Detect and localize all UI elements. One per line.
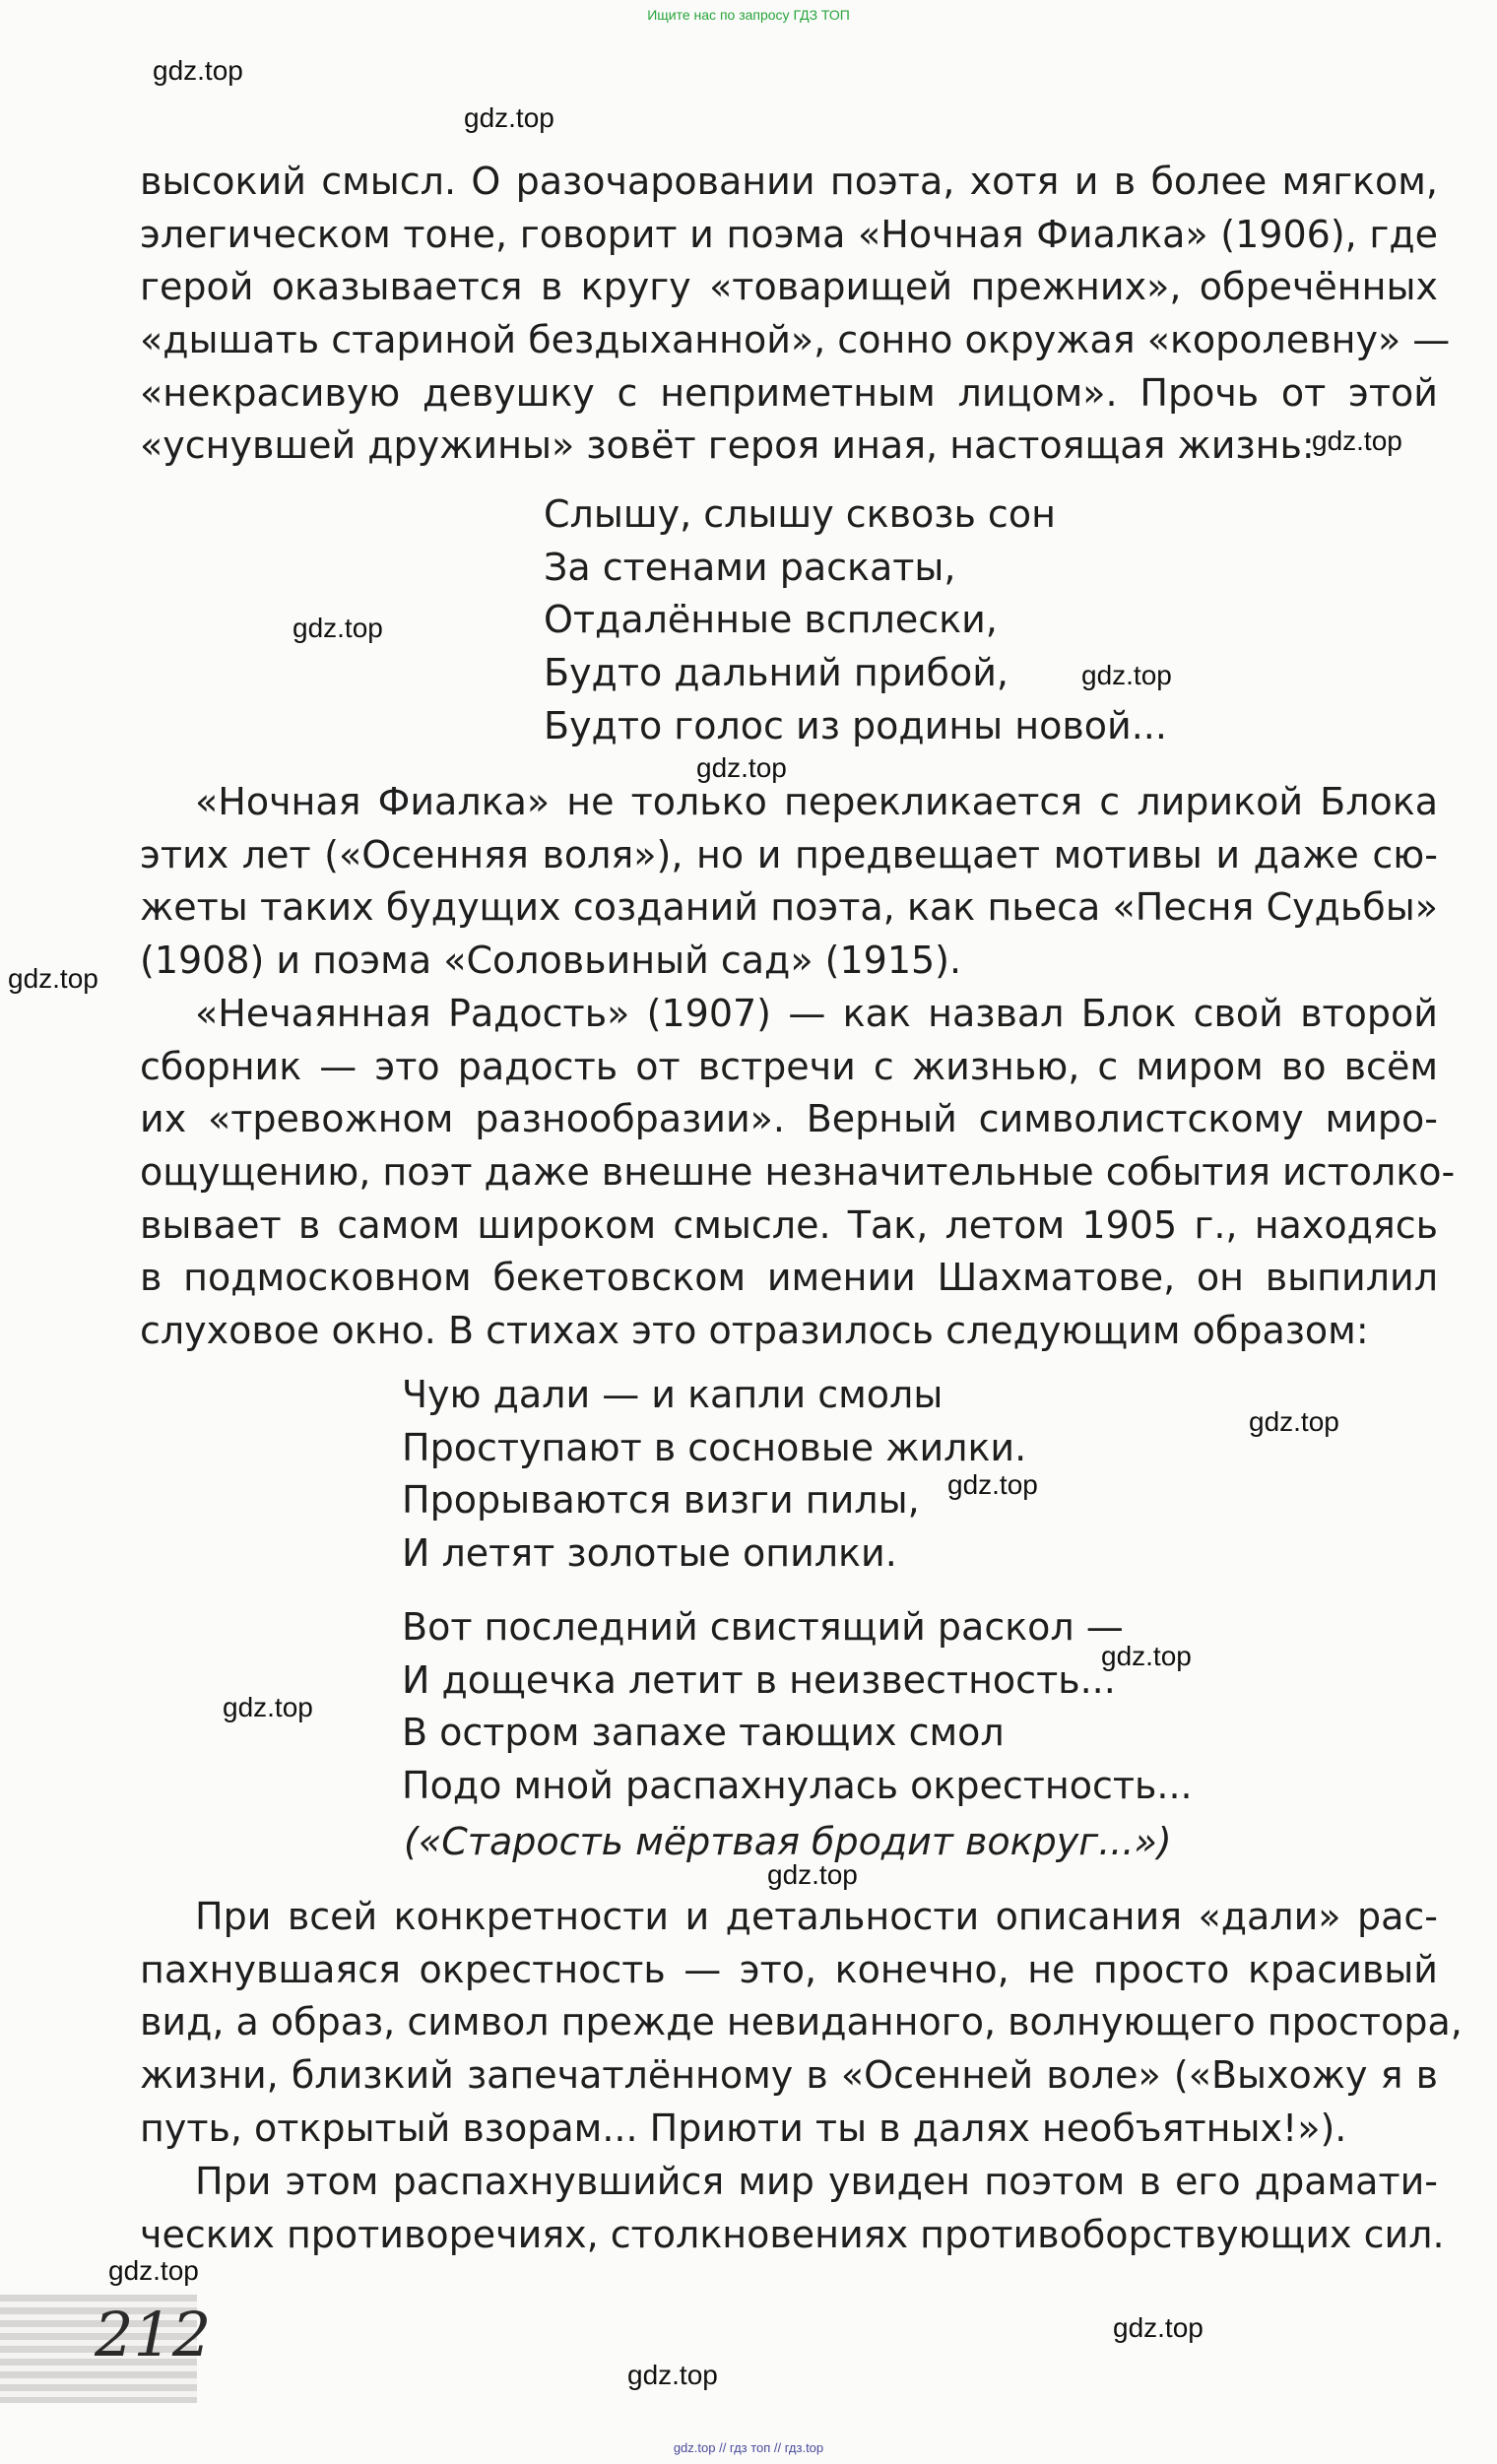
text-line: «Ночная Фиалка» не только перекликается с лирикой Блока	[195, 780, 1438, 823]
watermark: gdz.top	[696, 752, 787, 783]
verse-line: И летят золотые опилки.	[402, 1531, 897, 1576]
paragraph	[140, 2156, 1445, 2261]
verse-line: Прорываются визги пилы,	[402, 1478, 920, 1523]
text-line: ческих противоречиях, столкновениях противоборствующих сил.	[140, 2212, 1445, 2256]
verse-line: В остром запахе тающих смол	[402, 1711, 1005, 1755]
page-number: 212	[95, 2299, 212, 2370]
watermark: gdz.top	[1081, 660, 1172, 690]
paragraph	[140, 776, 1438, 988]
verse-line: За стенами раскаты,	[544, 545, 956, 589]
verse-line: Чую дали — и капли смолы	[402, 1373, 944, 1416]
watermark: gdz.top	[1312, 425, 1402, 456]
verse-line: Отдалённые всплески,	[544, 598, 998, 642]
text-line: в подмосковном бекетовском имении Шахматове, он выпилил	[140, 1256, 1438, 1300]
verse-line: Подо мной распахнулась окрестность...	[402, 1764, 1193, 1808]
watermark: gdz.top	[464, 102, 554, 133]
text-line: сборник — это радость от встречи с жизнью, с миром во всём	[140, 1044, 1438, 1088]
verse-line: Вот последний свистящий раскол —	[402, 1605, 1124, 1649]
paragraph	[140, 1891, 1463, 2155]
watermark: gdz.top	[1249, 1406, 1339, 1437]
text-line: При всей конкретности и детальности описания «дали» рас-	[195, 1895, 1438, 1938]
paragraph	[140, 156, 1451, 473]
watermark: gdz.top	[153, 55, 243, 86]
verse-block	[402, 1601, 1193, 1813]
watermark: gdz.top	[108, 2255, 199, 2286]
watermark: gdz.top	[1113, 2312, 1204, 2343]
watermark: gdz.top	[947, 1469, 1038, 1500]
verse-line: Проступают в сосновые жилки.	[402, 1425, 1027, 1469]
watermark: gdz.top	[293, 613, 383, 643]
top-banner: Ищите нас по запросу ГДЗ ТОП	[647, 7, 850, 23]
verse-line: Слышу, слышу сквозь сон	[544, 492, 1056, 536]
text-line: элегическом тоне, говорит и поэма «Ночная Фиалка» (1906), где	[140, 212, 1438, 256]
verse-block	[402, 1369, 1026, 1581]
watermark: gdz.top	[1101, 1641, 1192, 1671]
watermark: gdz.top	[8, 963, 98, 994]
bottom-banner: gdz.top // гдз топ // гдз.top	[673, 2440, 824, 2455]
text-line: жеты таких будущих созданий поэта, как пьеса «Песня Судьбы»	[140, 885, 1438, 930]
text-line: «уснувшей дружины» зовёт героя иная, настоящая жизнь:	[140, 423, 1315, 468]
watermark: gdz.top	[767, 1859, 858, 1890]
verse-line: Будто голос из родины новой...	[544, 703, 1167, 747]
watermark: gdz.top	[223, 1692, 313, 1722]
text-line: (1908) и поэма «Соловьиный сад» (1915).	[140, 939, 962, 983]
text-line: их «тревожном разнообразии». Верный символистскому миро-	[140, 1097, 1438, 1141]
text-line: высокий смысл. О разочаровании поэта, хотя и в более мягком,	[140, 160, 1438, 203]
watermark: gdz.top	[627, 2360, 718, 2390]
text-line: путь, открытый взорам... Приюти ты в далях необъятных!»).	[140, 2106, 1347, 2150]
text-line: При этом распахнувшийся мир увиден поэтом в его драмати-	[195, 2160, 1438, 2203]
verse-line: Будто дальний прибой,	[544, 651, 1009, 695]
text-line: вид, а образ, символ прежде невиданного, волнующего простора,	[140, 2000, 1463, 2044]
text-line: пахнувшаяся окрестность — это, конечно, не просто красивый	[140, 1947, 1438, 1991]
text-line: этих лет («Осенняя воля»), но и предвещает мотивы и даже сю-	[140, 832, 1438, 876]
text-line: ощущению, поэт даже внешне незначительные события истолко-	[140, 1150, 1456, 1195]
text-line: слуховое окно. В стихах это отразилось следующим образом:	[140, 1309, 1369, 1353]
text-line: вывает в самом широком смысле. Так, летом 1905 г., находясь	[140, 1202, 1438, 1247]
paragraph	[140, 988, 1456, 1358]
verse-source: («Старость мёртвая бродит вокруг...»)	[404, 1820, 1172, 1863]
text-line: герой оказывается в кругу «товарищей прежних», обречённых	[140, 265, 1438, 309]
verse-block	[544, 488, 1167, 752]
verse-line: И дощечка летит в неизвестность...	[402, 1657, 1116, 1702]
text-line: «некрасивую девушку с неприметным лицом». Прочь от этой	[140, 370, 1438, 415]
page-number-area	[0, 2295, 212, 2403]
text-line: «дышать стариной бездыханной», сонно окружая «королевну» —	[140, 318, 1451, 362]
text-line: «Нечаянная Радость» (1907) — как назвал Блок свой второй	[195, 992, 1438, 1035]
text-line: жизни, близкий запечатлённому в «Осенней воле» («Выхожу я в	[140, 2053, 1438, 2098]
